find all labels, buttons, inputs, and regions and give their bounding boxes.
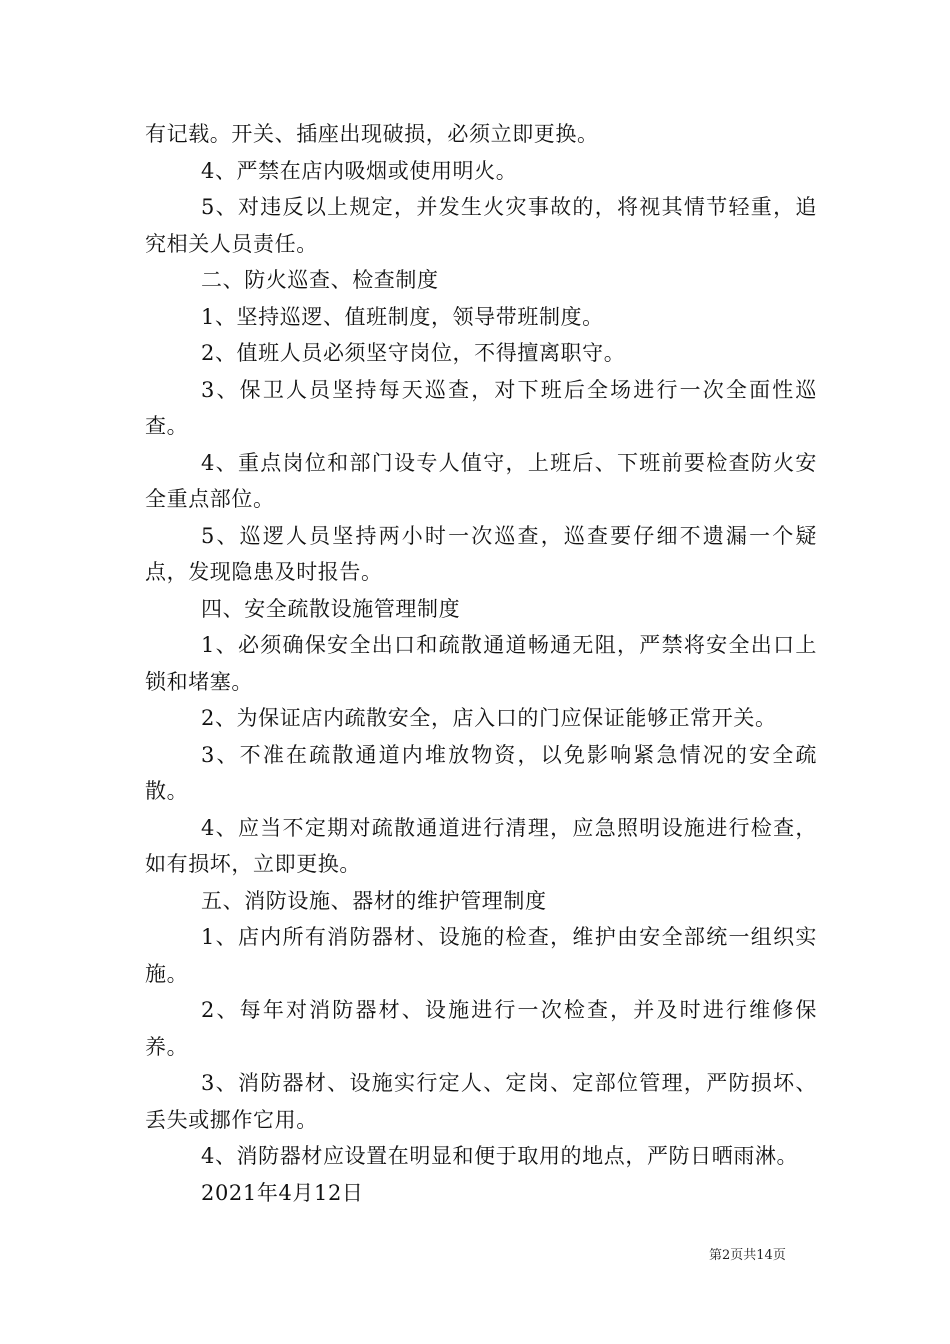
paragraph: 4、严禁在店内吸烟或使用明火。	[201, 158, 518, 183]
paragraph: 3、不准在疏散通道内堆放物资，以免影响紧急情况的安全疏散。	[145, 742, 817, 803]
paragraph: 4、应当不定期对疏散通道进行清理，应急照明设施进行检查，如有损坏，立即更换。	[145, 815, 817, 876]
page-number-footer: 第2页共14页	[709, 1248, 786, 1263]
paragraph: 3、保卫人员坚持每天巡查，对下班后全场进行一次全面性巡查。	[145, 377, 817, 438]
paragraph: 4、消防器材应设置在明显和便于取用的地点，严防日晒雨淋。	[201, 1144, 799, 1168]
paragraph: 5、巡逻人员坚持两小时一次巡查，巡查要仔细不遗漏一个疑点，发现隐患及时报告。	[145, 523, 817, 584]
section-heading: 二、防火巡查、检查制度	[201, 268, 439, 292]
paragraph: 5、对违反以上规定，并发生火灾事故的，将视其情节轻重，追究相关人员责任。	[145, 195, 817, 256]
paragraph: 2、为保证店内疏散安全，店入口的门应保证能够正常开关。	[201, 706, 777, 730]
paragraph: 2、值班人员必须坚守岗位，不得擅离职守。	[201, 341, 626, 365]
paragraph: 1、店内所有消防器材、设施的检查，维护由安全部统一组织实施。	[145, 925, 817, 986]
document-body	[145, 116, 817, 1211]
paragraph: 3、消防器材、设施实行定人、定岗、定部位管理，严防损坏、丢失或挪作它用。	[145, 1071, 817, 1132]
section-heading: 五、消防设施、器材的维护管理制度	[201, 888, 547, 913]
paragraph: 1、坚持巡逻、值班制度，领导带班制度。	[201, 304, 604, 329]
section-heading: 四、安全疏散设施管理制度	[201, 596, 461, 621]
document-date: 2021年4月12日	[201, 1180, 364, 1205]
paragraph: 2、每年对消防器材、设施进行一次检查，并及时进行维修保养。	[145, 998, 817, 1059]
paragraph: 1、必须确保安全出口和疏散通道畅通无阻，严禁将安全出口上锁和堵塞。	[145, 633, 817, 694]
paragraph: 4、重点岗位和部门设专人值守，上班后、下班前要检查防火安全重点部位。	[145, 450, 817, 511]
paragraph-continuation: 有记载。开关、插座出现破损，必须立即更换。	[145, 122, 599, 146]
